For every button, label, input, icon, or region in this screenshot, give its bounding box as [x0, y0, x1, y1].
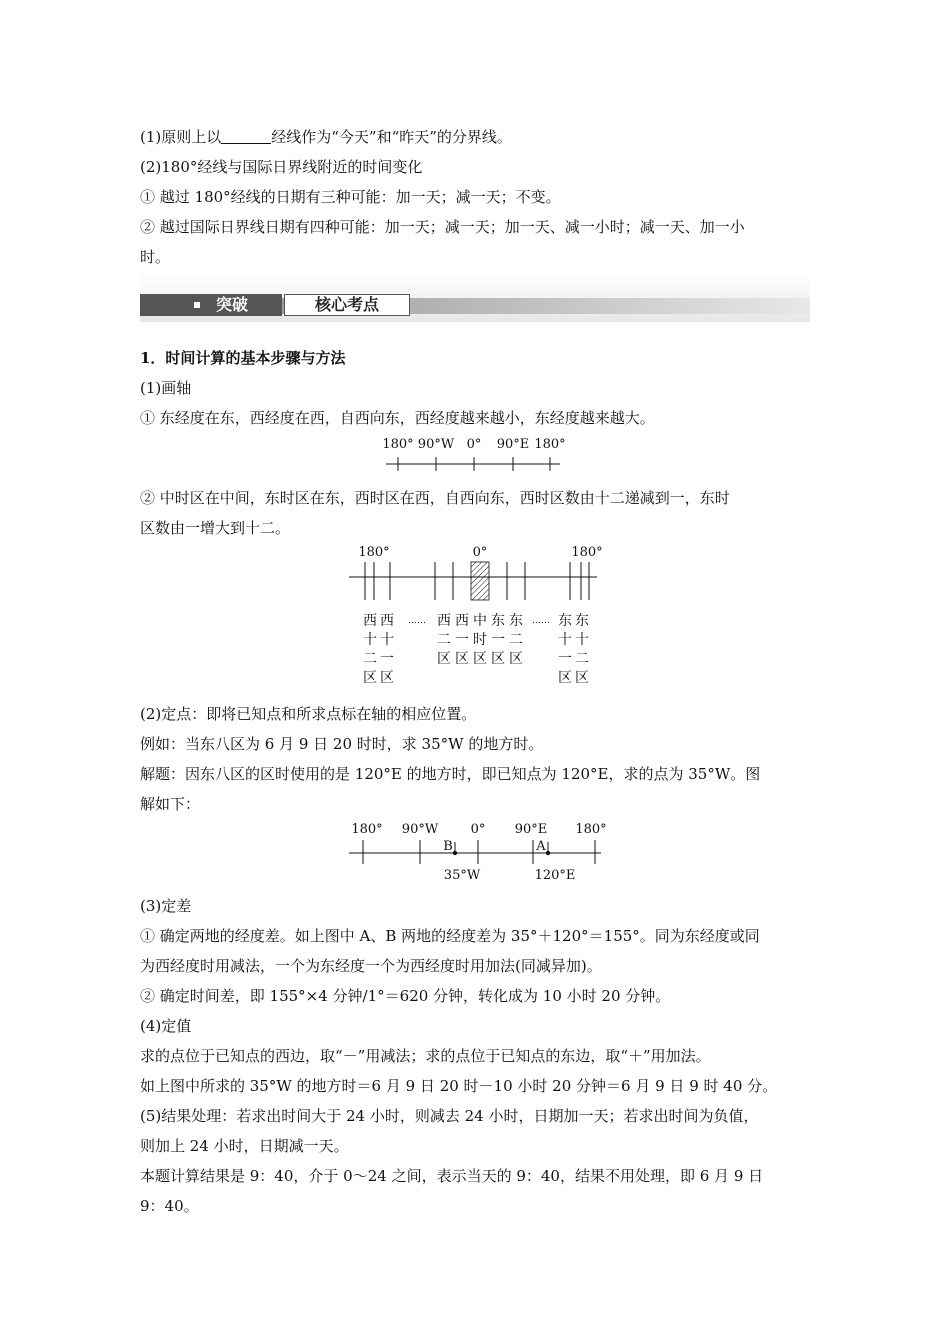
- zone-e11-c3: 一: [558, 651, 572, 667]
- intro-paragraph-4-line-1: ② 越过国际日界线日期有四种可能：加一天；减一天；加一天、减一小时；减一天、加一小: [140, 218, 745, 236]
- zone-center-c1: 中: [473, 613, 487, 629]
- zone-ellipsis-west: ……: [408, 616, 426, 626]
- solution-line-2: 解如下：: [140, 795, 201, 813]
- zone-e11-c4: 区: [558, 670, 572, 686]
- zone-w1-c3: 区: [455, 651, 469, 667]
- intro-paragraph-3: ① 越过 180°经线的日期有三种可能：加一天；减一天；不变。: [140, 188, 561, 206]
- d1-label: 90°E: [496, 437, 530, 452]
- zone-w11-c2: 十: [380, 632, 394, 648]
- d3-top-label: 90°E: [514, 822, 548, 837]
- zone-w11-c1: 西: [380, 613, 394, 629]
- step5-line-1: (5)结果处理：若求出时间大于 24 小时，则减去 24 小时，日期加一天；若求出时间为负值，: [140, 1107, 759, 1125]
- zone-w12-c4: 区: [363, 670, 377, 686]
- zone-e12-c3: 二: [575, 651, 589, 667]
- zone-w12-c1: 西: [363, 613, 377, 629]
- intro-paragraph-1: [140, 127, 812, 147]
- longitude-axis-diagram: [370, 434, 570, 478]
- zone-ellipsis-east: ……: [532, 616, 550, 626]
- example-text: 例如：当东八区为 6 月 9 日 20 时时，求 35°W 的地方时。: [140, 735, 544, 753]
- zone-e12-c2: 十: [575, 632, 589, 648]
- point-location-diagram: [345, 818, 615, 888]
- step1-point-b-line-2: 区数由一增大到十二。: [140, 519, 291, 537]
- d2-top-label: 0°: [472, 545, 488, 560]
- step5-line-2: 则加上 24 小时，日期减一天。: [140, 1137, 349, 1155]
- point-b-dot: [453, 851, 457, 855]
- zone-w1-c2: 一: [455, 632, 469, 648]
- point-a-longitude: 120°E: [534, 868, 576, 883]
- zone-e1-c2: 一: [491, 632, 505, 648]
- step3-point-a-line-1: ① 确定两地的经度差。如上图中 A、B 两地的经度差为 35°＋120°＝155°。同为东经度或同: [140, 927, 760, 945]
- section-heading: 1．时间计算的基本步骤与方法: [140, 349, 346, 367]
- step3-title: (3)定差: [140, 897, 192, 915]
- step3-point-a-line-2: 为西经度时用减法，一个为东经度一个为西经度时用加法(同减异加)。: [140, 957, 602, 975]
- intro-p1-suffix: 经线作为“今天”和“昨天”的分界线。: [271, 128, 512, 146]
- step1-point-b-line-1: ② 中时区在中间，东时区在东，西时区在西，自西向东，西时区数由十二递减到一，东时: [140, 489, 730, 507]
- zone-e2-c3: 区: [509, 651, 523, 667]
- zone-e2-c2: 二: [509, 632, 523, 648]
- d1-label: 90°W: [417, 437, 455, 452]
- zone-w2-c1: 西: [437, 613, 451, 629]
- point-b-label: B: [443, 839, 453, 854]
- zone-e1-c1: 东: [491, 613, 505, 629]
- d3-top-label: 90°W: [401, 822, 439, 837]
- d1-label: 180°: [382, 437, 414, 452]
- step3-point-b: ② 确定时间差，即 155°×4 分钟/1°＝620 分钟，转化成为 10 小时 20 分钟。: [140, 987, 671, 1005]
- banner-right-label: 核心考点: [284, 294, 410, 316]
- d2-top-label: 180°: [571, 545, 603, 560]
- zone-labels: [363, 612, 589, 686]
- point-a-label: A: [536, 839, 546, 854]
- fill-blank: [221, 129, 271, 144]
- zone-w2-c2: 二: [437, 632, 451, 648]
- step1-point-a: ① 东经度在东，西经度在西，自西向东，西经度越来越小，东经度越来越大。: [140, 409, 655, 427]
- d2-top-label: 180°: [358, 545, 390, 560]
- zone-center-c3: 区: [473, 651, 487, 667]
- zone-e1-c3: 区: [491, 651, 505, 667]
- zone-w11-c4: 区: [380, 670, 394, 686]
- step4-line-1: 求的点位于已知点的西边，取“－”用减法；求的点位于已知点的东边，取“＋”用加法。: [140, 1047, 711, 1065]
- central-zone-hatch: [471, 562, 489, 600]
- d3-top-label: 180°: [575, 822, 607, 837]
- zone-w12-c2: 十: [363, 632, 377, 648]
- zone-w11-c3: 一: [380, 651, 394, 667]
- zone-e11-c2: 十: [558, 632, 572, 648]
- zone-e12-c4: 区: [575, 670, 589, 686]
- zone-e2-c1: 东: [509, 613, 523, 629]
- d3-top-label: 180°: [351, 822, 383, 837]
- point-a-dot: [546, 851, 550, 855]
- zone-e11-c1: 东: [558, 613, 572, 629]
- step1-title: (1)画轴: [140, 379, 192, 397]
- time-zone-diagram: [345, 540, 605, 690]
- banner-left-label: 突破: [216, 295, 249, 314]
- d3-top-label: 0°: [470, 822, 486, 837]
- intro-p1-prefix: (1)原则上以: [140, 128, 222, 146]
- d1-label: 180°: [534, 437, 566, 452]
- intro-paragraph-4-line-2: 时。: [140, 248, 171, 266]
- final-result-line-1: 本题计算结果是 9：40，介于 0～24 之间，表示当天的 9：40，结果不用处理，即 6 月 9 日: [140, 1167, 764, 1185]
- step4-line-2: 如上图中所求的 35°W 的地方时＝6 月 9 日 20 时－10 小时 20 分钟＝6 月 9 日 9 时 40 分。: [140, 1077, 778, 1095]
- final-result-line-2: 9：40。: [140, 1197, 199, 1215]
- zone-w1-c1: 西: [455, 613, 469, 629]
- d1-label: 0°: [466, 437, 482, 452]
- zone-center-c2: 时: [473, 632, 487, 648]
- solution-line-1: 解题：因东八区的区时使用的是 120°E 的地方时，即已知点为 120°E，求的点为 35°W。图: [140, 765, 761, 783]
- step2-text: (2)定点：即将已知点和所求点标在轴的相应位置。: [140, 705, 477, 723]
- zone-w12-c3: 二: [363, 651, 377, 667]
- point-b-longitude: 35°W: [443, 868, 481, 883]
- section-banner: [140, 270, 810, 322]
- square-bullet-icon: [194, 302, 200, 308]
- step4-title: (4)定值: [140, 1017, 192, 1035]
- intro-paragraph-2: (2)180°经线与国际日界线附近的时间变化: [140, 158, 423, 176]
- banner-dark-tab: [140, 294, 282, 316]
- zone-w2-c3: 区: [437, 651, 451, 667]
- zone-e12-c1: 东: [575, 613, 589, 629]
- axis-ticks: [363, 840, 595, 864]
